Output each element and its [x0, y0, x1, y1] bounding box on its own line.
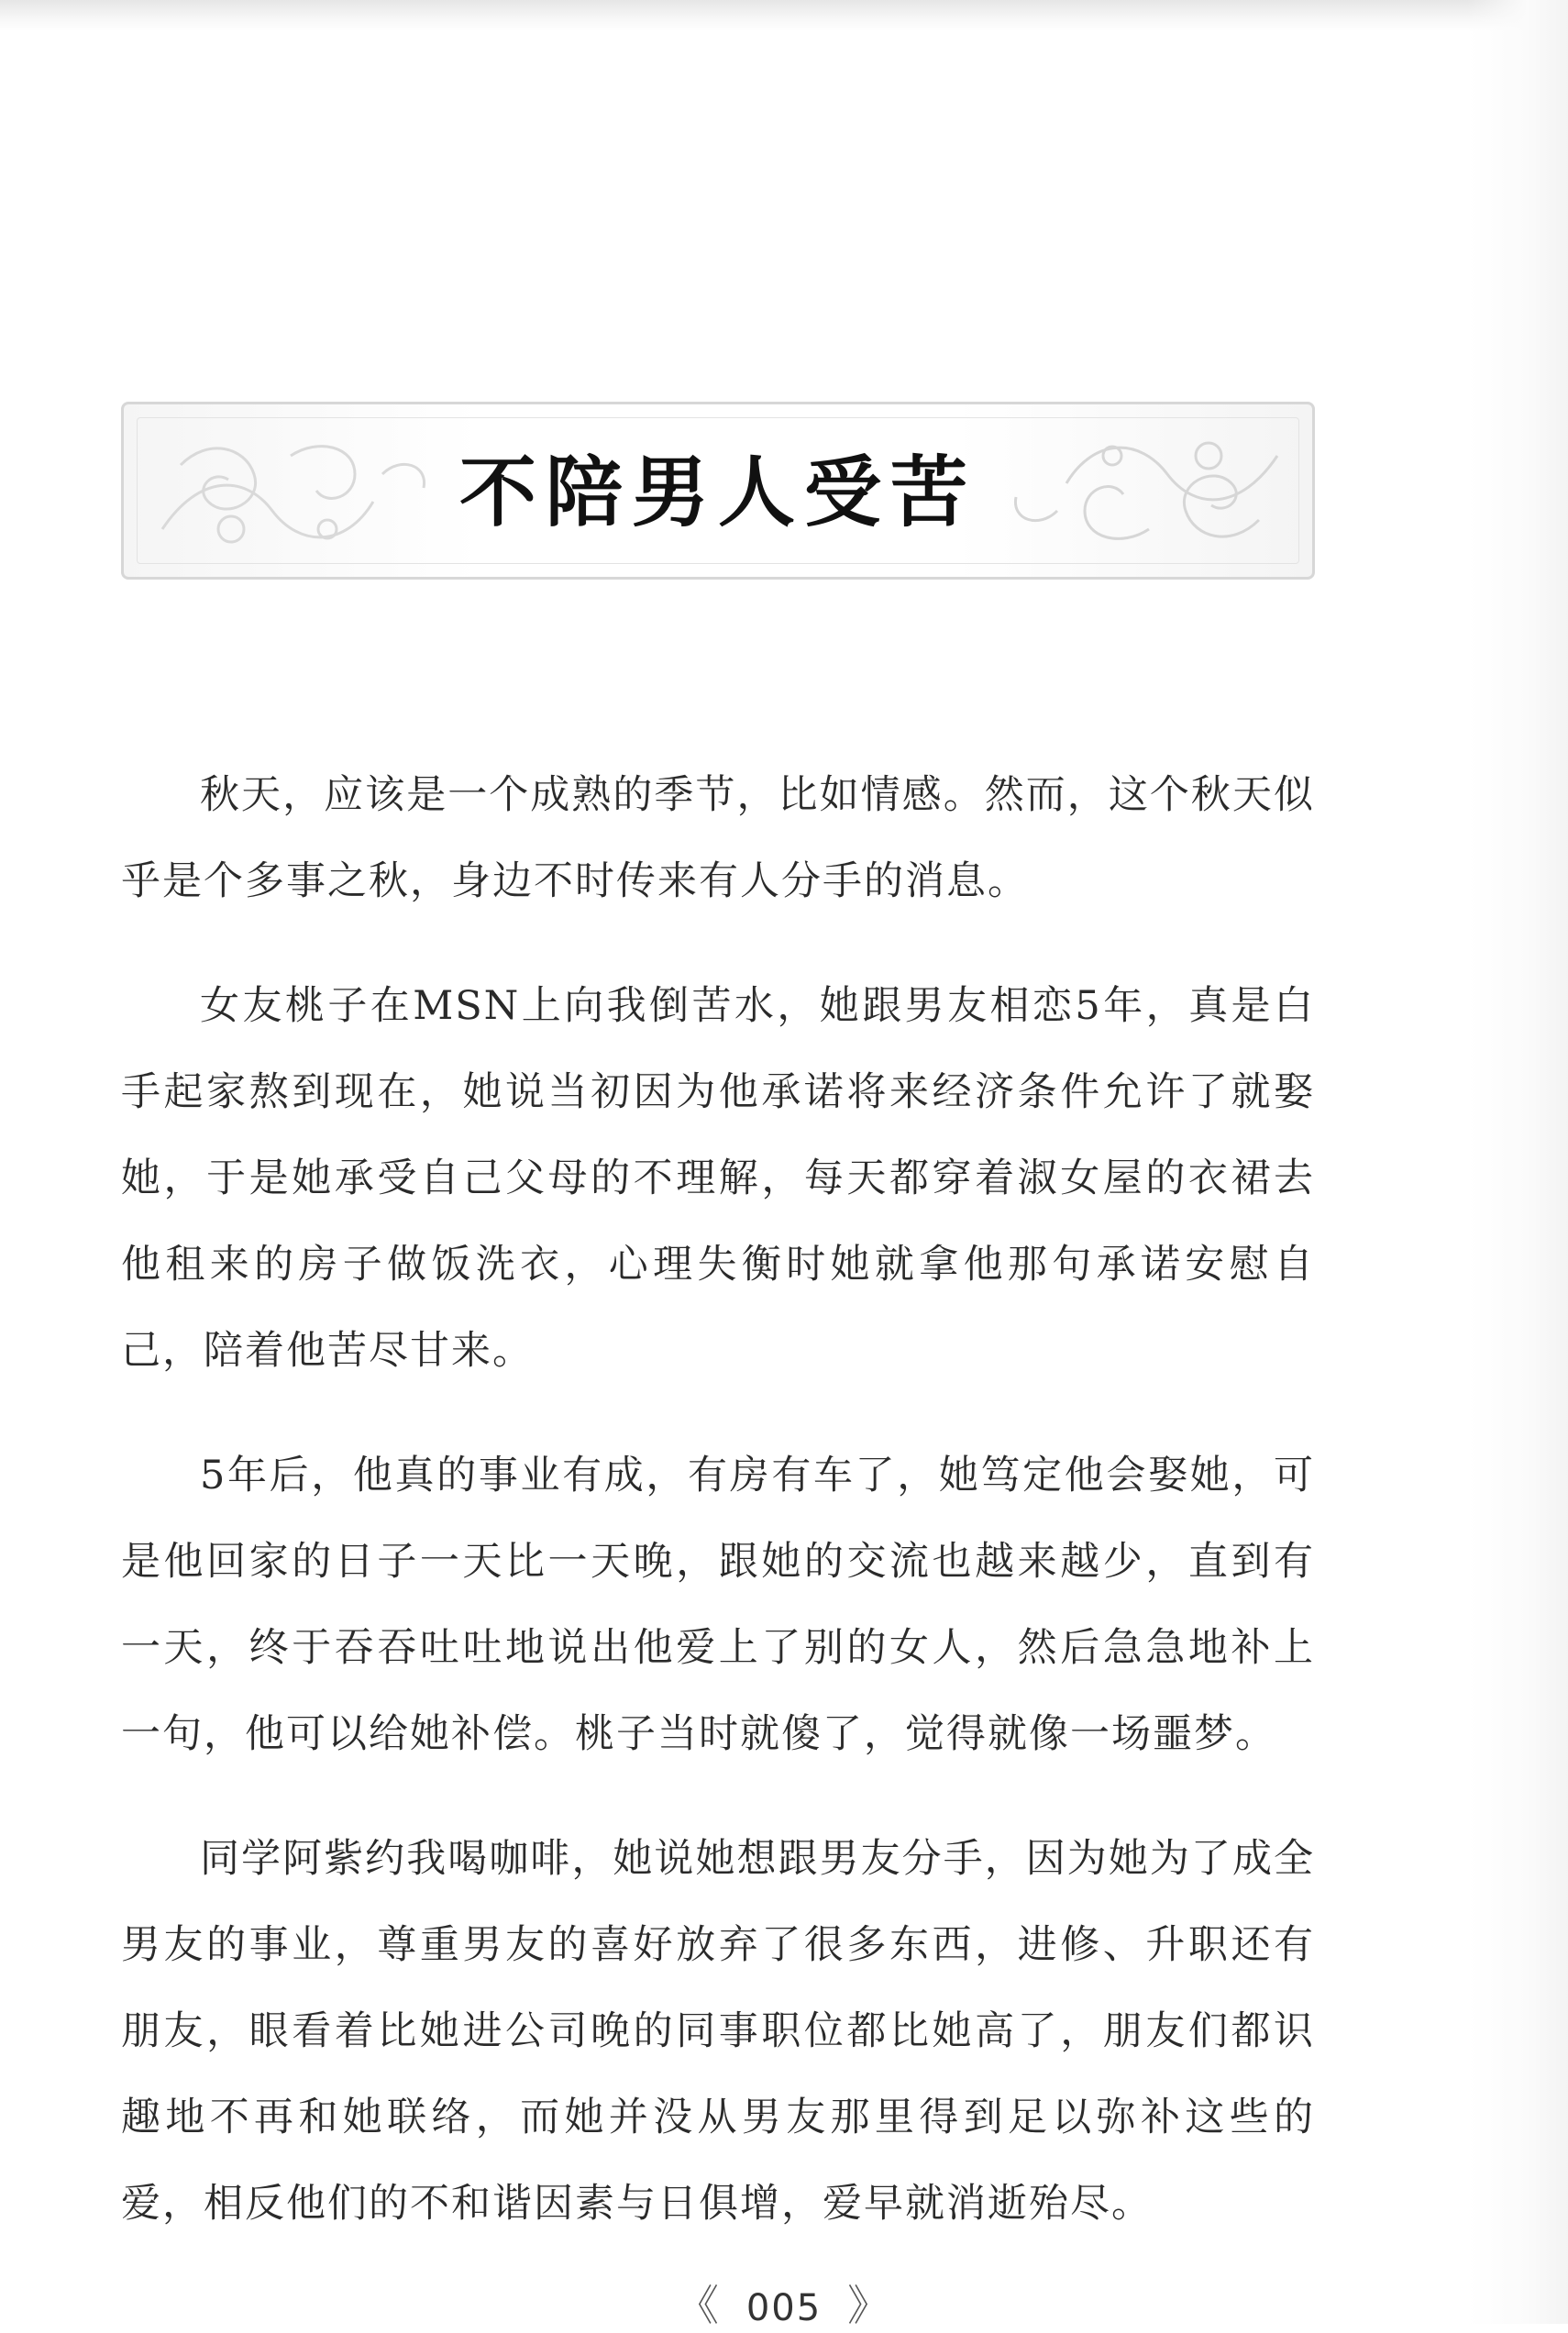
chapter-title: 不陪男人受苦	[458, 447, 977, 537]
left-page-mark: 《	[676, 2281, 721, 2330]
scan-edge-top	[0, 0, 1568, 31]
scan-edge-right	[1467, 0, 1568, 2324]
paragraph: 秋天，应该是一个成熟的季节，比如情感。然而，这个秋天似乎是个多事之秋，身边不时传来有人分手的消息。	[121, 772, 1315, 904]
article-body	[121, 752, 1315, 2285]
paragraph: 同学阿紫约我喝咖啡，她说她想跟男友分手，因为她为了成全男友的事业，尊重男友的喜好放弃了很多东西，进修、升职还有朋友，眼看着比她进公司晚的同事职位都比她高了，朋友们都识趣地不再和她联络，而她并没从男友那里得到足以弥补这些的爱，相反他们的不和谐因素与日俱增，爱早就消逝殆尽。	[121, 1836, 1315, 2227]
page-number: 005	[745, 2287, 823, 2329]
paragraph: 5年后，他真的事业有成，有房有车了，她笃定他会娶她，可是他回家的日子一天比一天晚，跟她的交流也越来越少，直到有一天，终于吞吞吐吐地说出他爱上了别的女人，然后急急地补上一句，他可以给她补偿。桃子当时就傻了，觉得就像一场噩梦。	[121, 1453, 1315, 1757]
right-page-mark: 》	[847, 2281, 892, 2330]
chapter-title-banner	[121, 402, 1315, 580]
page-footer	[0, 2272, 1568, 2333]
paragraph: 女友桃子在MSN上向我倒苦水，她跟男友相恋5年，真是白手起家熬到现在，她说当初因为他承诺将来经济条件允许了就娶她，于是她承受自己父母的不理解，每天都穿着淑女屋的衣裙去他租来的房子做饭洗衣，心理失衡时她就拿他那句承诺安慰自己，陪着他苦尽甘来。	[121, 983, 1315, 1374]
